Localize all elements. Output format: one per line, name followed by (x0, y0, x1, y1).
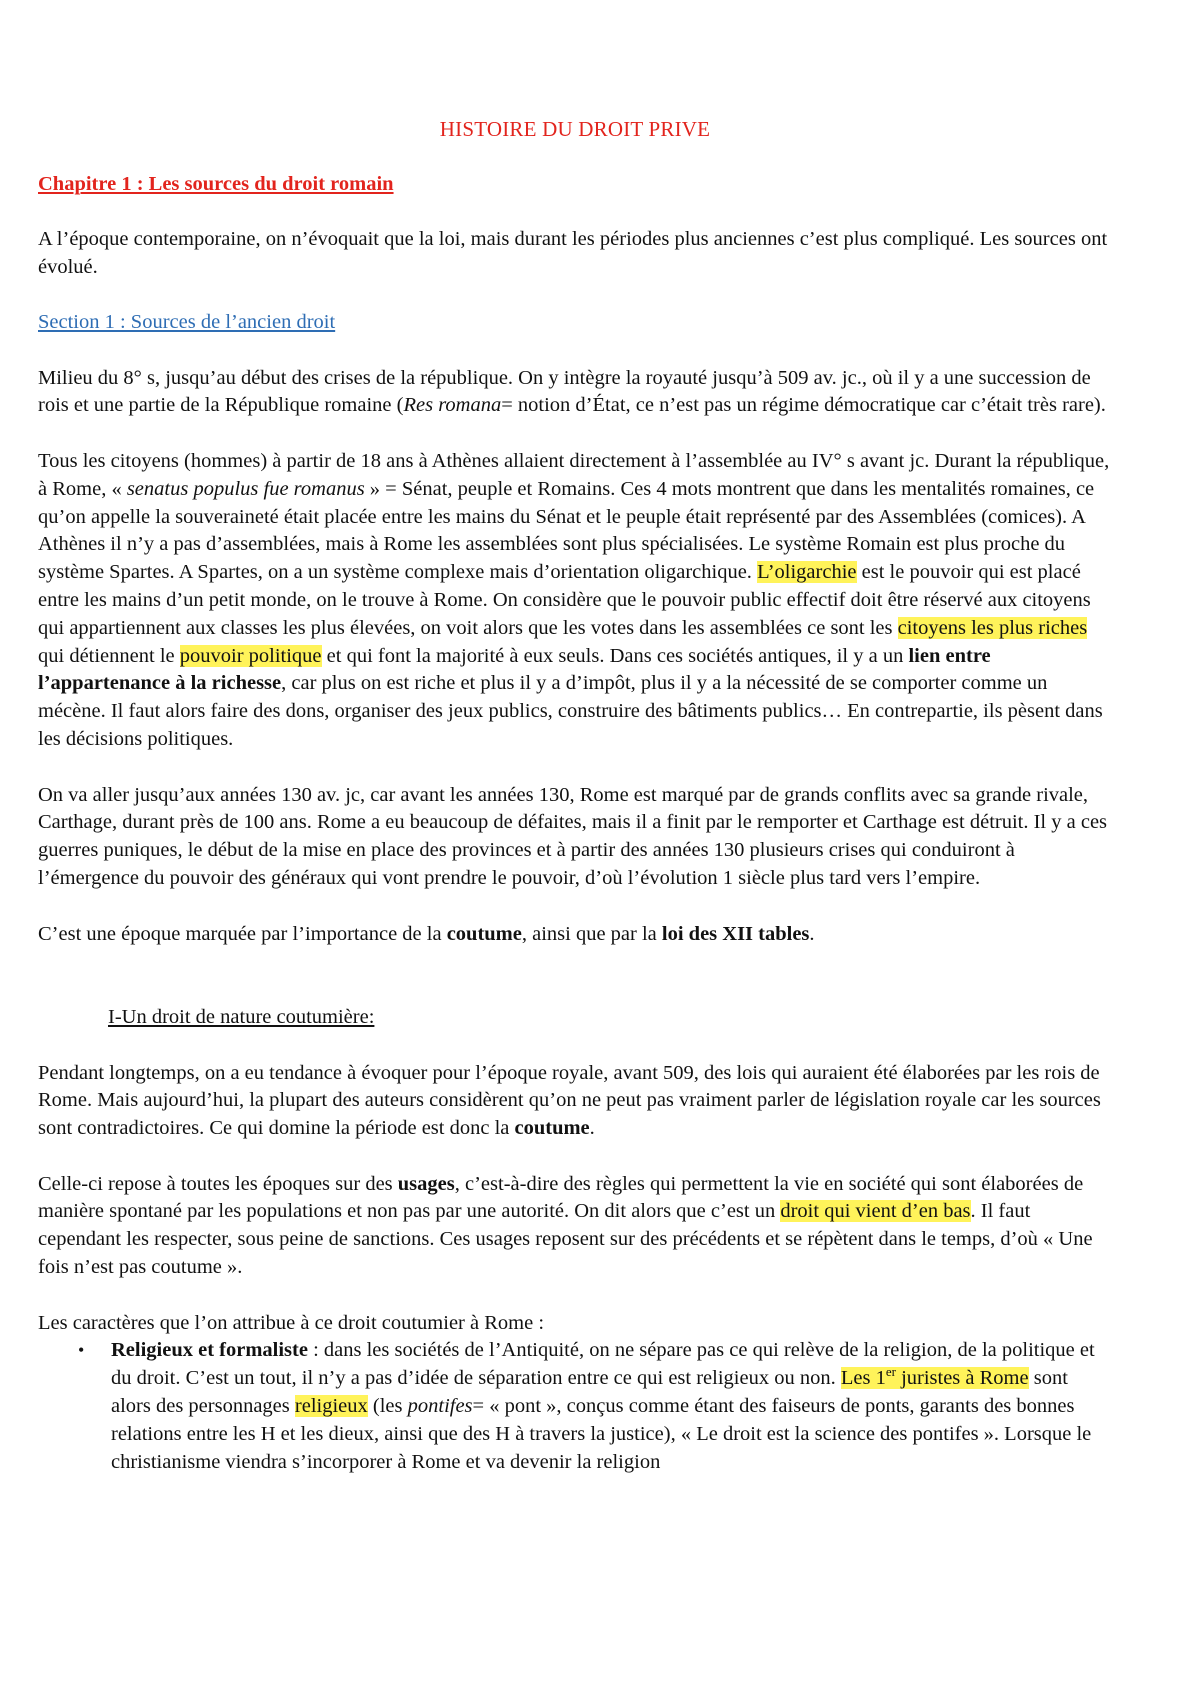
paragraph-5 (38, 1060, 1112, 1143)
bold-term: loi des XII tables (661, 922, 810, 945)
bold-term: coutume (514, 1117, 590, 1140)
text-run: Celle-ci repose à toutes les époques sur des (38, 1172, 398, 1195)
bullet-list (38, 1337, 1112, 1476)
paragraph-3: On va aller jusqu’aux années 130 av. jc, car avant les années 130, Rome est marqué par de grands conflits avec sa grande rivale, Carthage, durant près de 100 ans. Rome a eu beaucoup de défaites, mais il a finit par le remporter et Carthage est détruit. Il y a ces guerres puniques, le début de la mise en place des provinces et à partir des années 130 plusieurs crises qui conduiront à l’émergence du pouvoir des généraux qui vont prendre le pouvoir, d’où l’évolution 1 siècle plus tard vers l’empire. (38, 783, 1108, 889)
paragraph-1 (38, 365, 1112, 421)
text-run: C’est une époque marquée par l’importance de la (38, 922, 447, 945)
paragraph-7: Les caractères que l’on attribue à ce droit coutumier à Rome : (38, 1311, 545, 1334)
text-run: est le pouvoir qui est placé entre les mains d’un petit monde, on le trouve à Rome. On considère que le pouvoir public effectif doit être réservé aux citoyens qui appartiennent aux classes les plus élevées, on voit alors que les votes dans les assemblées ce sont les (38, 561, 1091, 639)
section-heading: Section 1 : Sources de l’ancien droit (38, 310, 336, 333)
text-run: : dans les sociétés de l’Antiquité, on ne sépare pas ce qui relève de la religion, de la politique et du droit. C’est un tout, il n’y a pas d’idée de séparation entre ce qui est religieux ou non. (111, 1339, 1095, 1390)
bold-term: usages (397, 1172, 455, 1195)
paragraph-4 (38, 921, 1112, 949)
text-run: ( (367, 1395, 380, 1418)
text-run: , ainsi que par la (521, 922, 662, 945)
bold-term: lien entre l’appartenance à la richesse (38, 644, 991, 695)
text-run: = notion d’État, ce n’est pas un régime démocratique car c’était très rare). (501, 394, 1106, 417)
paragraph-6 (38, 1171, 1112, 1282)
text-run: = « pont », conçus comme étant des faiseurs de ponts, garants des bonnes relations entre les H et les dieux, ainsi que des H à travers la justice), « Le droit est la science des pontifes ». Lorsque le christianisme viendra s’incorporer à Rome et va devenir la religion (111, 1395, 1092, 1473)
document-title: HISTOIRE DU DROIT PRIVE (439, 117, 711, 141)
italic-term: senatus populus fue romanus (126, 477, 365, 500)
text-run: les (379, 1395, 408, 1418)
text-run: Milieu du 8° s, jusqu’au début des crises de la république. On y intègre la royauté jusqu’à 509 av. jc., où il y a une succession de rois et une partie de la République romaine ( (38, 366, 1091, 417)
text-run: sont alors des personnages (111, 1367, 1068, 1418)
highlight: religieux (294, 1395, 368, 1418)
subsection-heading: I-Un droit de nature coutumière: (108, 1005, 375, 1028)
text-run: Tous les citoyens (hommes) à partir de 18 ans à Athènes allaient directement à l’assemblée au IV° s avant jc. Durant la république, à Rome, « (38, 449, 1110, 500)
text-run: , car plus on est riche et plus il y a d’impôt, plus il y a la nécessité de se comporter comme un mécène. Il faut alors faire des dons, organiser des jeux publics, construire des bâtiments publics… En contrepartie, ils pèsent dans les décisions politiques. (38, 672, 1103, 750)
text-run: . Il faut cependant les respecter, sous peine de sanctions. Ces usages reposent sur des précédents et se répètent dans le temps, d’où « Une fois n’est pas coutume ». (38, 1200, 1093, 1279)
text-run: . (809, 922, 815, 945)
highlight (840, 1364, 1029, 1390)
text-run: , c’est-à-dire des règles qui permettent la vie en société qui sont élaborées de manière spontané par les populations et non pas par une autorité. On dit alors que c’est un (38, 1172, 1084, 1223)
bold-term: coutume (446, 922, 522, 945)
highlight: citoyens les plus riches (897, 616, 1088, 639)
italic-term: Res romana (403, 394, 502, 417)
superscript: er (885, 1364, 896, 1380)
bold-term: Religieux et formaliste (111, 1339, 308, 1362)
text-run: Les 1 (840, 1367, 886, 1390)
text-run: » = Sénat, peuple et Romains. Ces 4 mots montrent que dans les mentalités romaines, ce qu’on appelle la souveraineté était placée entre les mains du Sénat et le peuple était représenté par des Assemblées (comices). A Athènes il n’y a pas d’assemblées, mais à Rome les assemblées sont plus spécialisées. Le système Romain est plus proche du système Spartes. A Spartes, on a un système complexe mais d’orientation oligarchique. (38, 477, 1095, 584)
text-run: qui détiennent le (38, 644, 180, 667)
bullet-icon: • (78, 1340, 85, 1361)
text-run: et qui font la majorité à eux seuls. Dans ces sociétés antiques, il y a un (321, 644, 909, 667)
italic-term: pontifes (407, 1395, 473, 1418)
intro-paragraph: A l’époque contemporaine, on n’évoquait que la loi, mais durant les périodes plus anciennes c’est plus compliqué. Les sources ont évolué. (38, 228, 1108, 279)
text-run: . (589, 1117, 595, 1140)
chapter-heading: Chapitre 1 : Les sources du droit romain (38, 172, 394, 195)
text-run: Pendant longtemps, on a eu tendance à évoquer pour l’époque royale, avant 509, des lois qui auraient été élaborées par les rois de Rome. Mais aujourd’hui, la plupart des auteurs considèrent qu’on ne peut pas vraiment parler de législation royale car les sources sont contradictoires. Ce qui domine la période est donc la (38, 1061, 1101, 1140)
paragraph-2 (38, 448, 1112, 754)
list-item (78, 1337, 1112, 1476)
highlight: pouvoir politique (179, 644, 322, 667)
highlight: droit qui vient d’en bas (780, 1200, 971, 1223)
highlight: L’oligarchie (757, 561, 857, 584)
text-run: juristes à Rome (901, 1367, 1029, 1390)
